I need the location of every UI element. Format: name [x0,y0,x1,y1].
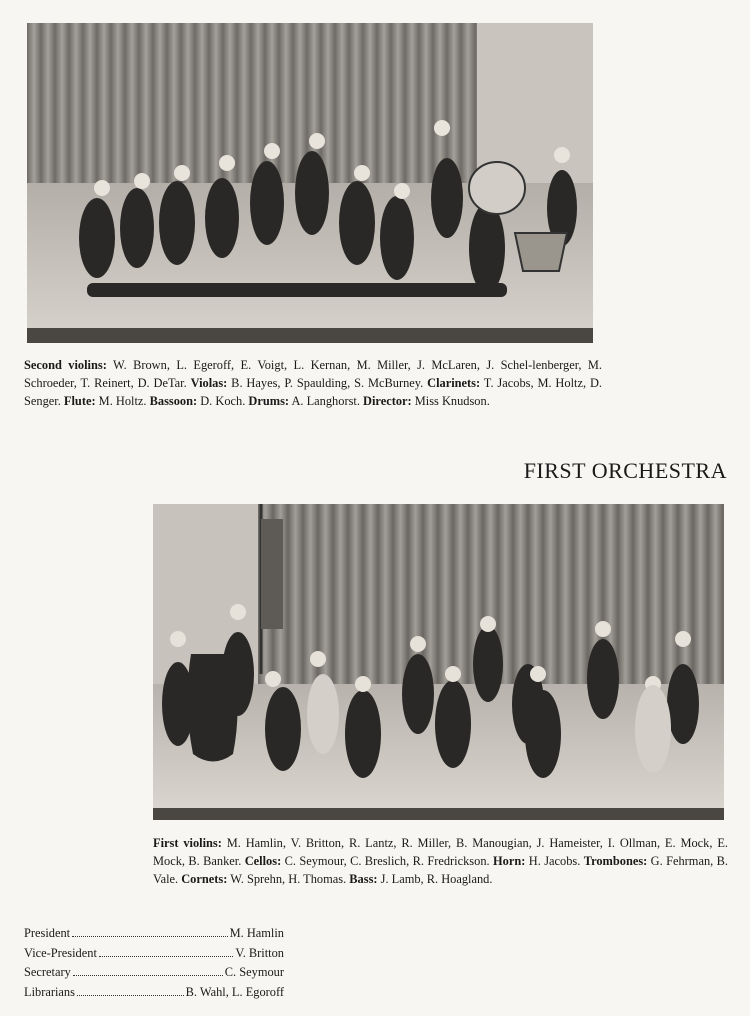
caption-text: M. Hamlin, V. Britton, R. Lantz, R. Miller, B. Manougian, J. Hameister, I. Ollman, E. Mock, E. Mock, B. Banker. [153,836,728,868]
caption-label: First violins: [153,836,222,850]
second-orchestra-group-photo-icon [27,23,593,343]
caption-text: W. Brown, L. Egeroff, E. Voigt, L. Kernan, M. Miller, J. McLaren, J. Schel-lenberger, M. Schroeder, T. Reinert, D. DeTar. [24,358,602,390]
second-orchestra-photo [27,23,593,343]
caption-label: Cornets: [181,872,228,886]
caption-text: Miss Knudson. [411,394,490,408]
caption-label: Clarinets: [427,376,481,390]
leader-dots [99,955,233,957]
second-orchestra-caption [24,356,602,410]
caption-label: Trombones: [583,854,648,868]
officer-name: V. Britton [235,945,284,960]
caption-label: Bassoon: [149,394,198,408]
caption-label: Horn: [493,854,526,868]
caption-text: A. Langhorst. [289,394,364,408]
officer-row [24,946,284,966]
officer-role: Vice-President [24,945,97,960]
first-orchestra-photo [153,504,724,820]
first-orchestra-group-photo-icon [153,504,724,820]
caption-text: B. Hayes, P. Spaulding, S. McBurney. [227,376,428,390]
leader-dots [72,935,227,937]
officer-row [24,965,284,985]
officer-name: M. Hamlin [229,926,284,940]
caption-text: C. Seymour, C. Breslich, R. Fredrickson. [281,854,494,868]
caption-text: D. Koch. [197,394,249,408]
first-orchestra-title: FIRST ORCHESTRA [523,458,727,483]
caption-label: Bass: [349,872,378,886]
caption-text: J. Lamb, R. Hoagland. [377,872,493,886]
first-orchestra-caption [153,834,728,888]
caption-text: H. Jacobs. [525,854,584,868]
caption-text: T. Jacobs, M. Holtz, D. Senger. [24,376,602,408]
officer-row [24,985,284,1005]
caption-label: Second violins: [24,358,107,372]
caption-label: Cellos: [244,854,282,868]
caption-text: G. Fehrman, B. Vale. [153,854,728,886]
caption-label: Director: [363,394,412,408]
officer-name: B. Wahl, L. Egoroff [185,984,284,999]
caption-text: M. Holtz. [95,394,150,408]
officer-role: Librarians [24,984,75,999]
leader-dots [73,974,223,976]
officer-row [24,926,284,946]
caption-label: Drums: [248,394,290,408]
officer-role: President [24,926,71,940]
officer-role: Secretary [24,965,71,979]
caption-label: Violas: [190,376,228,390]
caption-text: W. Sprehn, H. Thomas. [227,872,350,886]
officers-list [24,926,284,1004]
caption-label: Flute: [63,394,96,408]
leader-dots [77,994,184,996]
officer-name: C. Seymour [224,965,284,979]
